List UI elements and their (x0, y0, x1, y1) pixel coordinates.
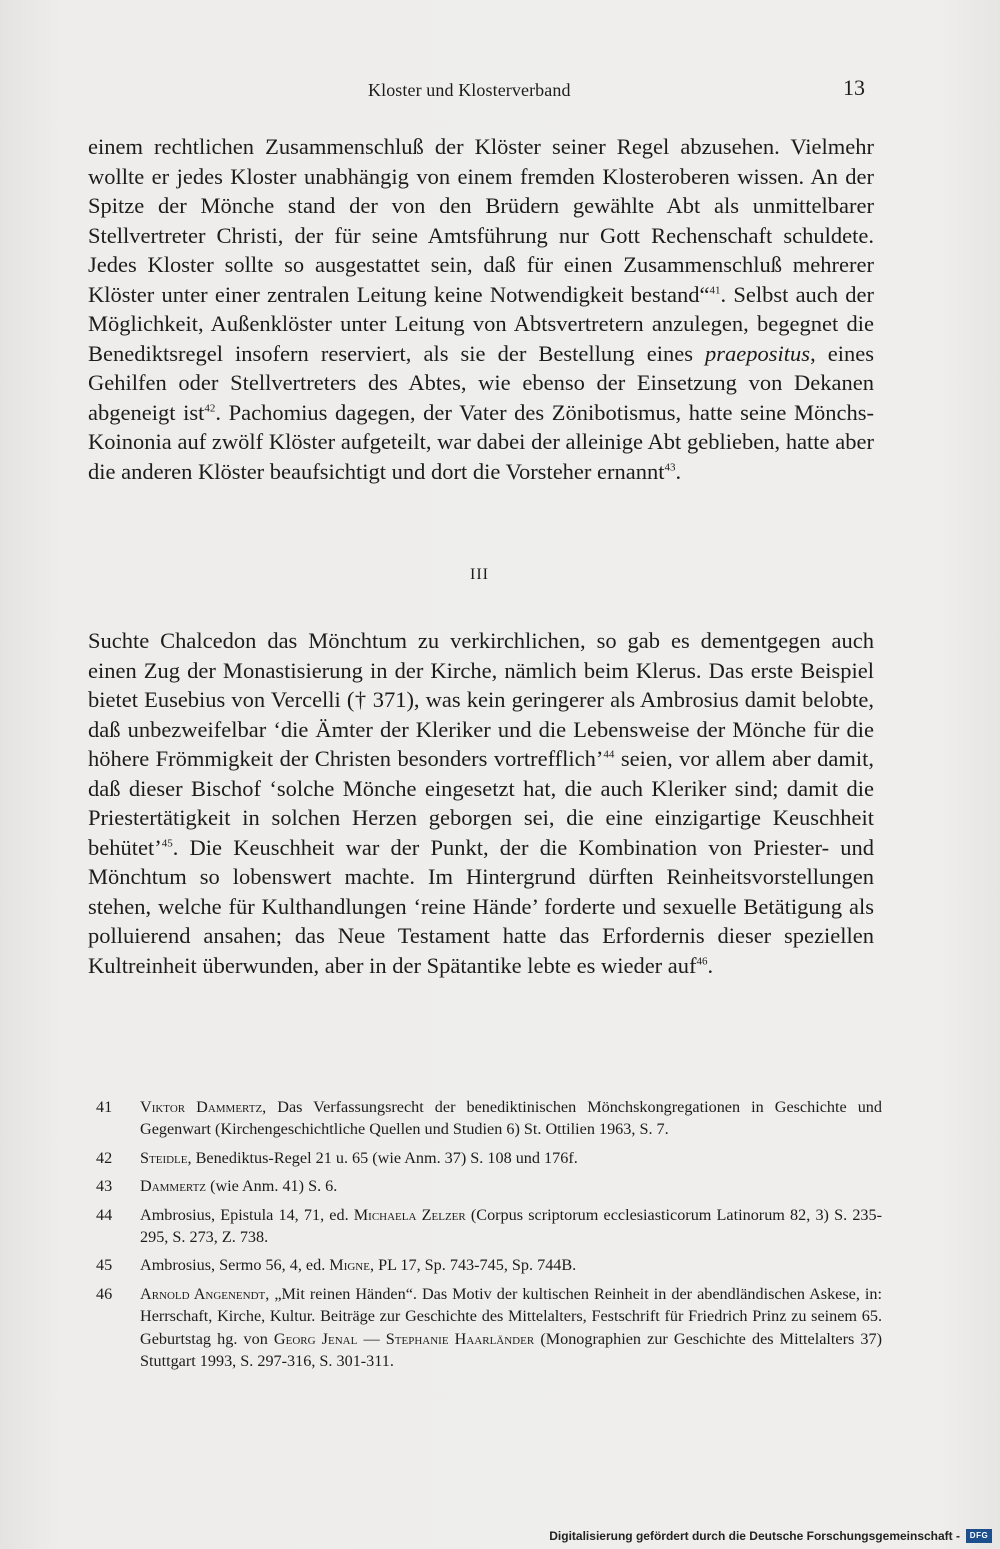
footnote-author: Michaela Zelzer (353, 1205, 466, 1224)
footnote-text (140, 1147, 882, 1169)
section-heading: III (470, 566, 489, 583)
para1-text-1: einem rechtlichen Zusammenschluß der Klöster seiner Regel abzusehen. Vielmehr wollte er jedes Kloster unabhängig von einem fremden Klosteroberen wissen. An der Spitze der Mönche stand der von den Brüdern gewählte Abt als unmittelbarer Stellvertreter Christi, der für seine Amtsführung nur Gott Rechenschaft schuldete. Jedes Kloster sollte so ausgestattet sein, daß für einen Zusammenschluß mehrerer Klöster unter einer zentralen Leitung keine Notwendigkeit bestand“ (88, 134, 874, 307)
para2-text-1: Suchte Chalcedon das Mönchtum zu verkirchlichen, so gab es dementgegen auch einen Zug der Monastisierung in der Kirche, nämlich beim Klerus. Das erste Beispiel bietet Eusebius von Vercelli († 371), was kein geringerer als Ambrosius damit belobte, daß unbezweifelbar ‘die Ämter der Kleriker und die Lebensweise der Mönche für die höhere Frömmigkeit der Christen besonders vortrefflich’ (88, 628, 874, 771)
footnote-author: Arnold Angenendt (140, 1284, 266, 1303)
footnote-body: , Das Verfassungsrecht der benediktinischen Mönchskongregationen in Geschichte und Gegenwart (Kirchengeschichtliche Quellen und Studien 6) St. Ottilien 1963, S. 7. (140, 1098, 882, 1139)
dfg-logo-icon: DFG (966, 1529, 992, 1543)
footnote-ref-46[interactable]: 46 (696, 955, 708, 967)
footnote-ref-43[interactable]: 43 (664, 461, 676, 473)
footnote-body: , Benediktus-Regel 21 u. 65 (wie Anm. 37) S. 108 und 176f. (187, 1148, 578, 1167)
footnote-editor-1: Georg Jenal (273, 1329, 358, 1348)
footnote-text (140, 1204, 882, 1249)
para1-text-3: , eines Gehilfen oder Stellvertreters des Abtes, wie ebenso der Einsetzung von Dekanen abgeneigt ist (88, 340, 874, 425)
footnote-author: Migne (329, 1256, 370, 1275)
footnote-dash: — (357, 1329, 386, 1348)
digitization-credit (549, 1529, 992, 1543)
footnote-text (140, 1283, 882, 1373)
para2-text-4: . (707, 952, 714, 978)
footnote-ref-44[interactable]: 44 (603, 748, 615, 761)
para1-text-5: . (675, 458, 682, 484)
footnote-prefix: Ambrosius, Sermo 56, 4, ed. (140, 1256, 330, 1275)
para1-text-2: . Selbst auch der Möglichkeit, Außenklöster unter Leitung von Abtsvertretern anzulegen, begegnet die Benediktsregel insofern reserviert, als sie der Bestellung eines (88, 281, 874, 366)
footnote-number: 46 (96, 1284, 113, 1303)
footnote-number: 42 (96, 1148, 113, 1167)
footnote-45 (96, 1254, 882, 1276)
footnote-ref-45[interactable]: 45 (161, 837, 173, 849)
footnote-author: Steidle (140, 1148, 188, 1167)
footnotes (96, 1096, 882, 1378)
footnote-number: 41 (96, 1098, 113, 1116)
footnote-body: , PL 17, Sp. 743-745, Sp. 744B. (369, 1256, 577, 1275)
para1-italic-term: praepositus (705, 340, 811, 366)
footnote-text (140, 1175, 882, 1197)
para2-text-2: seien, vor allem aber damit, daß dieser Bischof ‘solche Mönche eingesetzt hat, die auch Kleriker sind; damit die Priestertätigkeit in solchen Herzen geborgen sei, die eine einzigartige Keuschheit behütet’ (88, 746, 875, 860)
footnote-text (140, 1254, 882, 1276)
running-title: Kloster und Klosterverband (368, 80, 571, 100)
para1-text-4: . Pachomius dagegen, der Vater des Zönibotismus, hatte seine Mönchs-Koinonia auf zwölf Klöster aufgeteilt, war dabei der alleinige Abt geblieben, hatte aber die anderen Klöster beaufsichtigt und dort die Vorsteher ernannt (88, 399, 874, 484)
footnote-text (140, 1096, 882, 1141)
paragraph-2 (88, 626, 874, 980)
footnote-body: (Corpus scriptorum ecclesiasticorum Latinorum 82, 3) S. 235-295, S. 273, Z. 738. (140, 1205, 882, 1247)
credit-text: Digitalisierung gefördert durch die Deutsche Forschungsgemeinschaft - (549, 1529, 960, 1543)
page-number: 13 (843, 75, 865, 100)
footnote-editor-2: Stephanie Haarländer (385, 1329, 535, 1348)
footnote-number: 43 (96, 1177, 113, 1196)
footnote-author: Dammertz (140, 1177, 207, 1196)
footnote-46 (96, 1283, 882, 1373)
paragraph-1 (88, 132, 874, 486)
para2-text-3: . Die Keuschheit war der Punkt, der die Kombination von Priester- und Mönchtum so lobenswert machte. Im Hintergrund dürften Reinheitsvorstellungen stehen, welche für Kulthandlungen ‘reine Hände’ forderte und sexuelle Betätigung als polluierend ansahen; das Neue Testament hatte das Erfordernis dieser speziellen Kultreinheit überwunden, aber in der Spätantike lebte es wieder auf (88, 834, 874, 978)
footnote-number: 44 (96, 1205, 113, 1224)
footnote-ref-42[interactable]: 42 (204, 402, 216, 414)
footnote-body-2: (Monographien zur Geschichte des Mittelalters 37) Stuttgart 1993, S. 297-316, S. 301-311. (140, 1329, 883, 1371)
footnote-author: Viktor Dammertz (140, 1098, 263, 1116)
footnote-body: (wie Anm. 41) S. 6. (206, 1177, 338, 1196)
footnote-ref-41[interactable]: 41 (709, 284, 721, 296)
footnote-body: , „Mit reinen Händen“. Das Motiv der kultischen Reinheit in der abendländischen Askese, in: Herrschaft, Kirche, Kultur. Beiträge zur Geschichte des Mittelalters, Festschrift für Friedrich Prinz zu seinem 65. Geburtstag hg. von (140, 1284, 882, 1348)
footnote-number: 45 (96, 1256, 113, 1275)
footnote-41 (96, 1096, 882, 1141)
footnote-42 (96, 1147, 882, 1169)
footnote-43 (96, 1175, 882, 1197)
footnote-prefix: Ambrosius, Epistula 14, 71, ed. (140, 1205, 354, 1224)
footnote-44 (96, 1204, 882, 1249)
